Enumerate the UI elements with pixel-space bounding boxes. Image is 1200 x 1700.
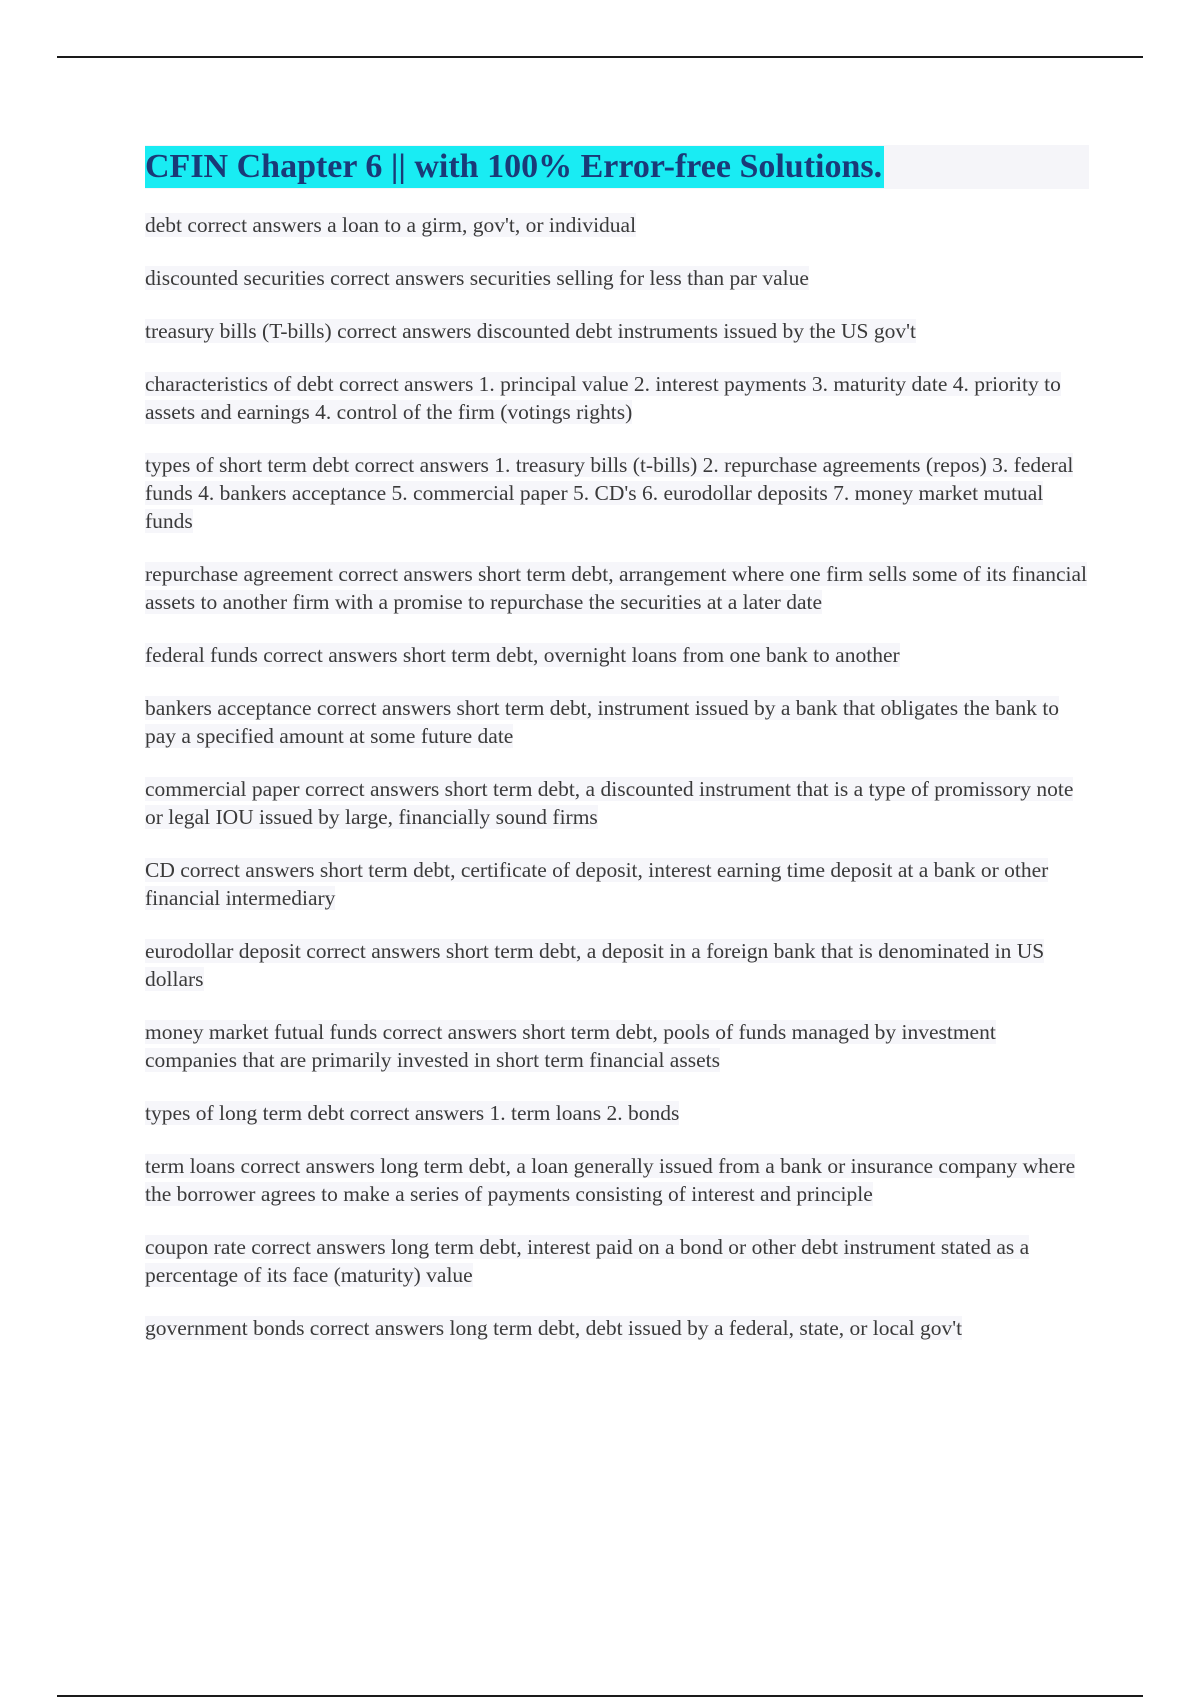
qa-entry-text: government bonds correct answers long term debt, debt issued by a federal, state, or local gov't: [145, 1316, 963, 1340]
qa-entry: [145, 370, 1089, 426]
qa-entry: [145, 264, 1089, 292]
qa-entry: [145, 937, 1089, 993]
bottom-rule: [57, 1695, 1143, 1697]
qa-entry-text: federal funds correct answers short term debt, overnight loans from one bank to another: [145, 643, 900, 667]
qa-entry: [145, 451, 1089, 535]
qa-entry: [145, 1233, 1089, 1289]
title-band: [145, 145, 1089, 189]
qa-entry-text: term loans correct answers long term debt, a loan generally issued from a bank or insurance company where the borrower agrees to make a series of payments consisting of interest and principle: [145, 1154, 1076, 1206]
qa-entry-text: CD correct answers short term debt, certificate of deposit, interest earning time deposit at a bank or other financial intermediary: [145, 858, 1049, 910]
qa-entry-text: money market futual funds correct answers short term debt, pools of funds managed by investment companies that are primarily invested in short term financial assets: [145, 1020, 996, 1072]
qa-entry: [145, 560, 1089, 616]
qa-entry-text: repurchase agreement correct answers short term debt, arrangement where one firm sells some of its financial assets to another firm with a promise to repurchase the securities at a later date: [145, 562, 1088, 614]
qa-entry-text: discounted securities correct answers securities selling for less than par value: [145, 266, 809, 290]
qa-entry-text: types of long term debt correct answers 1. term loans 2. bonds: [145, 1101, 680, 1125]
qa-entry: [145, 856, 1089, 912]
qa-entry-text: types of short term debt correct answers 1. treasury bills (t-bills) 2. repurchase agreements (repos) 3. federal funds 4. bankers acceptance 5. commercial paper 5. CD's 6. eurodollar deposits 7. money market mutual funds: [145, 453, 1074, 533]
qa-entry: [145, 775, 1089, 831]
qa-entry-text: bankers acceptance correct answers short term debt, instrument issued by a bank that obligates the bank to pay a specified amount at some future date: [145, 696, 1060, 748]
qa-entry: [145, 1099, 1089, 1127]
qa-entry-text: commercial paper correct answers short term debt, a discounted instrument that is a type of promissory note or legal IOU issued by large, financially sound firms: [145, 777, 1074, 829]
qa-entry: [145, 1152, 1089, 1208]
qa-entry-text: characteristics of debt correct answers 1. principal value 2. interest payments 3. maturity date 4. priority to assets and earnings 4. control of the firm (votings rights): [145, 372, 1061, 424]
qa-entry-text: debt correct answers a loan to a girm, gov't, or individual: [145, 213, 637, 237]
qa-entry: [145, 1314, 1089, 1342]
document-title: CFIN Chapter 6 || with 100% Error-free Solutions.: [145, 146, 884, 188]
qa-list: [145, 211, 1089, 1342]
qa-entry: [145, 211, 1089, 239]
qa-entry: [145, 317, 1089, 345]
document-body: [145, 145, 1089, 1367]
qa-entry: [145, 1018, 1089, 1074]
qa-entry: [145, 694, 1089, 750]
qa-entry-text: coupon rate correct answers long term debt, interest paid on a bond or other debt instrument stated as a percentage of its face (maturity) value: [145, 1235, 1030, 1287]
qa-entry-text: treasury bills (T-bills) correct answers discounted debt instruments issued by the US gov't: [145, 319, 916, 343]
qa-entry: [145, 641, 1089, 669]
qa-entry-text: eurodollar deposit correct answers short term debt, a deposit in a foreign bank that is denominated in US dollars: [145, 939, 1045, 991]
top-rule: [57, 56, 1143, 58]
